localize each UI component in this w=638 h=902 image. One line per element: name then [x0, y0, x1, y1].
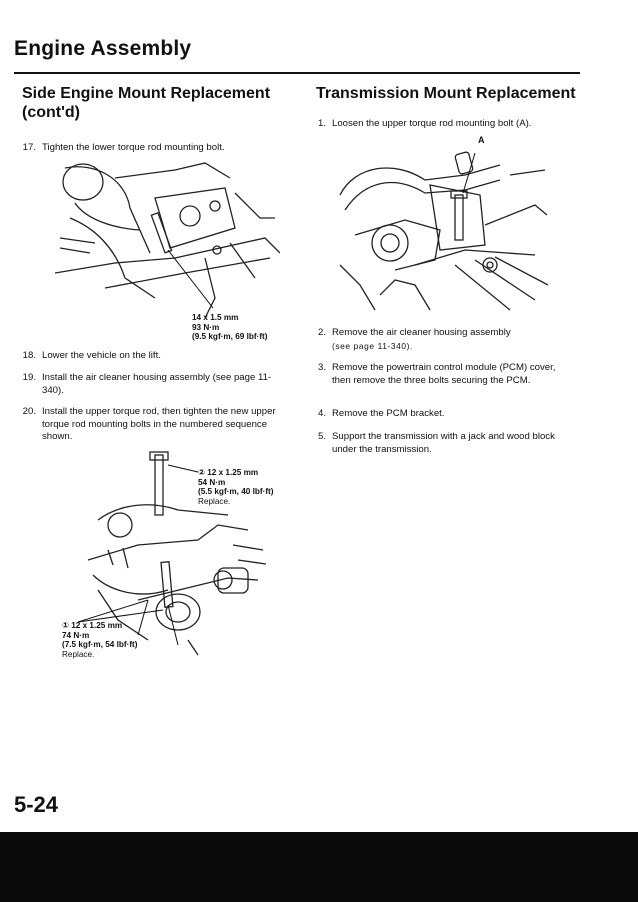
callout-line: ② 12 x 1.25 mm [198, 468, 259, 477]
title-rule [14, 72, 580, 74]
callout-line: (5.5 kgf·m, 40 lbf·ft) [198, 487, 274, 497]
left-section-title-line1: Side Engine Mount Replacement [22, 85, 271, 102]
step-number: 18. [22, 350, 36, 361]
step-text-sub: (see page 11-340). [332, 340, 413, 351]
callout-line: 93 N·m [192, 322, 220, 332]
callout-line: 14 x 1.5 mm [192, 313, 239, 322]
right-step-5 [306, 431, 576, 456]
left-step-17 [16, 142, 291, 155]
right-step-2 [306, 327, 576, 352]
right-section-title: Transmission Mount Replacement [316, 85, 576, 102]
left-section-title [22, 84, 292, 122]
left-step-19 [16, 372, 291, 397]
step-number: 19. [22, 372, 36, 383]
page-number: 5-24 [14, 792, 59, 817]
page-title: Engine Assembly [14, 37, 192, 60]
step-number: 4. [317, 408, 326, 419]
step-text: Remove the powertrain control module (PCM) cover, then remove the three bolts securing the PCM. [332, 362, 556, 386]
step-number: 2. [317, 327, 326, 338]
step-text: Install the air cleaner housing assembly (see page 11-340). [42, 372, 272, 396]
step-text-main: Remove the air cleaner housing assembly [332, 327, 511, 338]
callout-line: 54 N·m [198, 477, 226, 487]
fig1-torque-callout [192, 313, 268, 342]
step-text: Tighten the lower torque rod mounting bolt. [42, 142, 225, 153]
left-step-20 [16, 406, 291, 444]
callout-line: Replace. [198, 496, 231, 506]
lower-torque-rod-illustration [55, 158, 280, 323]
callout-line: 74 N·m [62, 630, 90, 640]
step-text: Remove the PCM bracket. [332, 408, 445, 419]
step-number: 1. [317, 118, 326, 129]
left-section-title-line2: (cont'd) [22, 104, 81, 121]
left-step-18 [16, 350, 291, 363]
step-number: 5. [317, 431, 326, 442]
right-step-3 [306, 362, 576, 387]
fig3-label-a: A [478, 135, 485, 145]
step-text: Lower the vehicle on the lift. [42, 350, 161, 361]
step-number: 17. [22, 142, 36, 153]
step-number: 3. [317, 362, 326, 373]
figure-transmission-mount [335, 135, 550, 315]
right-step-4 [306, 408, 576, 421]
callout-line: ① 12 x 1.25 mm [62, 621, 123, 630]
step-number: 20. [22, 406, 36, 417]
figure-lower-torque-rod [55, 158, 280, 323]
transmission-mount-illustration [335, 135, 550, 315]
right-step-1 [306, 118, 576, 131]
step-text [332, 327, 576, 352]
step-text: Loosen the upper torque rod mounting bolt (A). [332, 118, 532, 129]
fig2-callout-bolt-2 [198, 468, 274, 506]
footer-bar [0, 832, 638, 902]
step-text: Support the transmission with a jack and wood block under the transmission. [332, 431, 555, 455]
callout-line: (9.5 kgf·m, 69 lbf·ft) [192, 332, 268, 342]
fig2-callout-bolt-1 [62, 621, 138, 659]
step-text: Install the upper torque rod, then tighten the new upper torque rod mounting bolts in the numbered sequence shown. [42, 406, 276, 442]
callout-line: Replace. [62, 649, 95, 659]
callout-line: (7.5 kgf·m, 54 lbf·ft) [62, 640, 138, 650]
